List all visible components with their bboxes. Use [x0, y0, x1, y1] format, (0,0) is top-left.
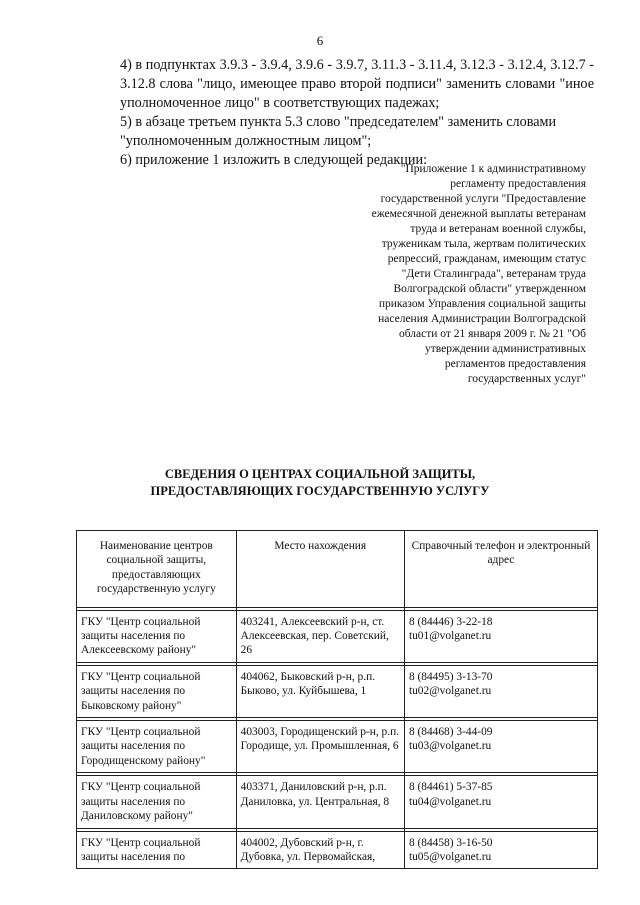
paragraph-5	[86, 113, 594, 151]
header-contacts: Справочный телефон и электронный адрес	[404, 531, 597, 608]
header-name: Наименование центров социальной защиты, предоставляющих государственную услугу	[77, 531, 237, 608]
paragraph-6-text: 6) приложение 1 изложить в следующей редакции:	[120, 152, 428, 168]
center-phone: 8 (84446) 3-22-18	[408, 615, 493, 628]
center-name: ГКУ "Центр социальной защиты населения по	[77, 831, 237, 869]
center-address: 404002, Дубовский р-н, г. Дубовка, ул. Первомайская,	[236, 831, 404, 869]
table-row	[77, 721, 598, 773]
center-address: 403371, Даниловский р-н, р.п. Даниловка, ул. Центральная, 8	[236, 776, 404, 828]
table-row	[77, 665, 598, 717]
table-row	[77, 831, 598, 869]
center-email: tu01@volganet.ru	[408, 630, 492, 643]
table-heading	[0, 466, 640, 500]
table-body	[77, 607, 598, 869]
center-name: ГКУ "Центр социальной защиты населения по Даниловскому району"	[77, 776, 237, 828]
paragraph-5-text: 5) в абзаце третьем пункта 5.3 слово "председателем" заменить словами "уполномоченным должностным лицом";	[120, 114, 557, 149]
center-name: ГКУ "Центр социальной защиты населения по Алексеевскому району"	[77, 610, 237, 662]
header-address: Место нахождения	[236, 531, 404, 608]
center-phone: 8 (84495) 3-13-70	[408, 670, 493, 683]
paragraph-4-text: 4) в подпунктах 3.9.3 - 3.9.4, 3.9.6 - 3.9.7, 3.11.3 - 3.11.4, 3.12.3 - 3.12.4, 3.12.7 - 3.12.8 слова "лицо, имеющее право второй подписи" заменить словами "иное уполномоченное лицо" в соответствующих падежах;	[120, 57, 594, 111]
center-phone: 8 (84461) 5-37-85	[408, 781, 493, 794]
table-header-row	[77, 531, 598, 608]
center-phone: 8 (84458) 3-16-50	[408, 836, 493, 849]
center-name: ГКУ "Центр социальной защиты населения по Городищенскому району"	[77, 721, 237, 773]
center-contacts	[404, 610, 597, 662]
centers-table	[76, 530, 598, 869]
paragraph-4	[86, 56, 594, 113]
center-name: ГКУ "Центр социальной защиты населения по Быковскому району"	[77, 665, 237, 717]
table-row	[77, 610, 598, 662]
center-address: 404062, Быковский р-н, р.п. Быково, ул. Куйбышева, 1	[236, 665, 404, 717]
heading-line-2: ПРЕДОСТАВЛЯЮЩИХ ГОСУДАРСТВЕННУЮ УСЛУГУ	[150, 484, 490, 498]
center-contacts	[404, 831, 597, 869]
heading-line-1: СВЕДЕНИЯ О ЦЕНТРАХ СОЦИАЛЬНОЙ ЗАЩИТЫ,	[164, 467, 476, 481]
center-email: tu05@volganet.ru	[408, 850, 492, 863]
center-email: tu04@volganet.ru	[408, 795, 492, 808]
center-address: 403241, Алексеевский р-н, ст. Алексеевская, пер. Советский, 26	[236, 610, 404, 662]
center-email: tu02@volganet.ru	[408, 685, 492, 698]
page-number: 6	[316, 33, 324, 48]
center-email: tu03@volganet.ru	[408, 740, 492, 753]
appendix-note: "Приложение 1 к административному регламенту предоставления государственной услуги "Предоставление ежемесячной денежной выплаты ветеранам труда и ветеранам военной службы, труженикам тыла, жертвам политических репрессий, гражданам, имеющим статус "Дети Сталинграда", ветеранам труда Волгоградской области" утвержденном приказом Управления социальной защиты населения Администрации Волгоградской области от 21 января 2009 г. № 21 "Об утверждении административных регламентов предоставления государственных услуг"	[371, 163, 586, 385]
center-phone: 8 (84468) 3-44-09	[408, 726, 493, 739]
center-address: 403003, Городищенский р-н, р.п. Городище, ул. Промышленная, 6	[236, 721, 404, 773]
center-contacts	[404, 721, 597, 773]
table-row	[77, 776, 598, 828]
center-contacts	[404, 665, 597, 717]
center-contacts	[404, 776, 597, 828]
